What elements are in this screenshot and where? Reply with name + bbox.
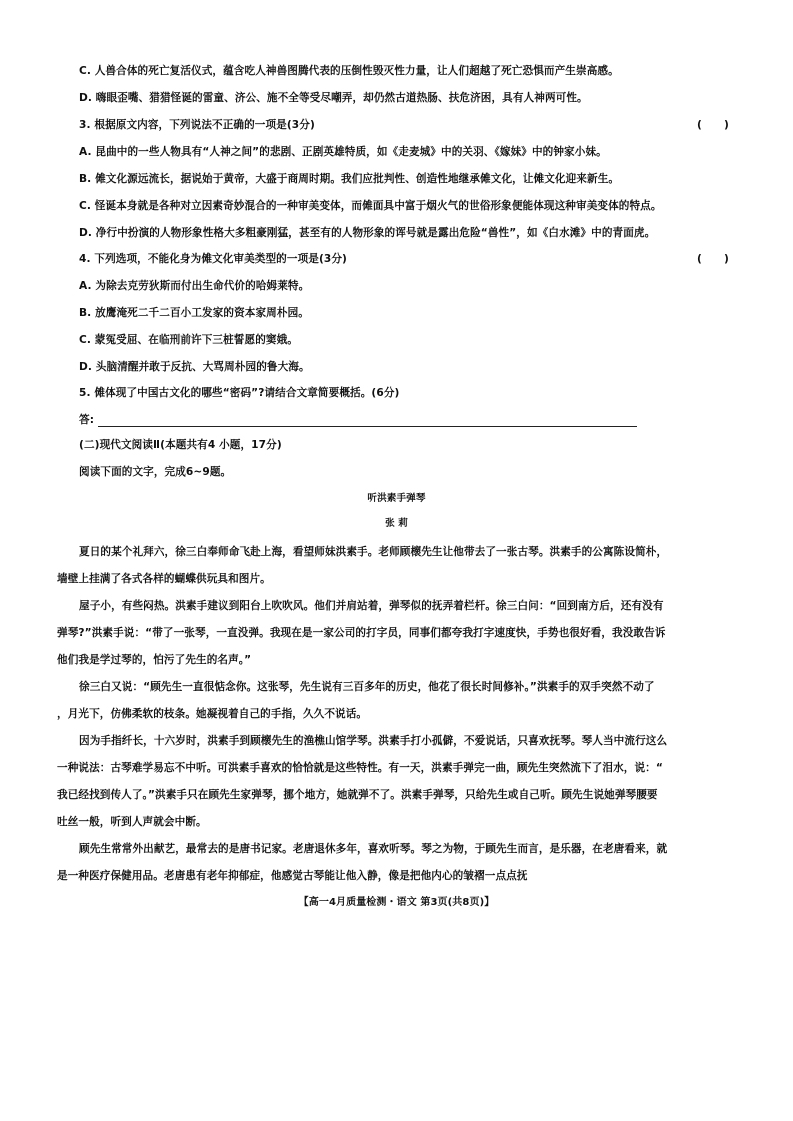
article-title: 听洪素手弹琴 <box>367 493 426 504</box>
article-paragraph-2-line-2: 弹琴?”洪素手说：“带了一张琴，一直没弹。我现在是一家公司的打字员，同事们都夸我打字速度快，手势也很好看，我没敢告诉 <box>57 627 666 639</box>
q3-stem: 3. 根据原文内容，下列说法不正确的一项是(3分) <box>79 119 315 131</box>
article-paragraph-1-line-2: 墙壁上挂满了各式各样的蝴蝶供玩具和图片。 <box>57 573 271 585</box>
article-paragraph-4-line-3: 我已经找到传人了。”洪素手只在顾先生家弹琴，挪个地方，她就弹不了。洪素手弹琴，只给先生或自己听。顾先生说她弹琴腰要 <box>57 789 658 801</box>
q3-option-d: D. 净行中扮演的人物形象性格大多粗豪刚猛，甚至有的人物形象的诨号就是露出危险“兽性”，如《白水滩》中的青面虎。 <box>79 227 656 239</box>
q5-stem: 5. 傩体现了中国古文化的哪些“密码”?请结合文章简要概括。(6分) <box>79 387 400 399</box>
q4-option-b: B. 放鹰淹死二千二百小工发家的资本家周朴园。 <box>79 307 309 319</box>
section2-heading: (二)现代文阅读Ⅱ(本题共有4 小题，17分) <box>79 439 282 451</box>
article-author: 张 莉 <box>385 518 408 529</box>
q5-answer-label: 答: <box>79 414 95 426</box>
q4-option-d: D. 头脑清醒并敢于反抗、大骂周朴园的鲁大海。 <box>79 361 310 373</box>
article-paragraph-4-line-4: 吐丝一般，听到人声就会中断。 <box>57 816 207 828</box>
q2-option-d: D. 嗨眼歪嘴、猎猎怪诞的雷童、济公、施不全等受尽嘲弄，却仍然古道热肠、扶危济困，具有人神两可性。 <box>79 92 588 104</box>
q3-option-b: B. 傩文化源远流长，据说始于黄帝，大盛于商周时期。我们应批判性、创造性地继承傩文化，让傩文化迎来新生。 <box>79 173 620 185</box>
q3-answer-paren: ( ) <box>697 119 729 131</box>
q4-stem: 4. 下列选项，不能化身为傩文化审美类型的一项是(3分) <box>79 253 347 265</box>
article-paragraph-2-line-3: 他们我是学过琴的，怕污了先生的名声。” <box>57 654 252 666</box>
article-paragraph-4-line-2: 一种说法：古琴难学易忘不中听。可洪素手喜欢的恰恰就是这些特性。有一天，洪素手弹完一曲，顾先生突然流下了泪水，说：“ <box>57 762 663 774</box>
article-paragraph-5-line-2: 是一种医疗保健用品。老唐患有老年抑郁症，他感觉古琴能让他入静，像是把他内心的皱褶一点点抚 <box>57 870 528 882</box>
q3-option-a: A. 昆曲中的一些人物具有“人神之间”的悲剧、正剧英雄特质，如《走麦城》中的关羽、《嫁妹》中的钟家小妹。 <box>79 146 607 158</box>
q4-option-c: C. 蒙冤受屈、在临刑前许下三桩誓愿的窦娥。 <box>79 334 298 346</box>
article-paragraph-5-line-1: 顾先生常常外出献艺，最常去的是唐书记家。老唐退休多年，喜欢听琴。琴之为物，于顾先生而言，是乐器，在老唐看来，就 <box>79 843 668 855</box>
article-paragraph-1-line-1: 夏日的某个礼拜六，徐三白奉师命飞赴上海，看望师妹洪素手。老师顾櫰先生让他带去了一张古琴。洪素手的公寓陈设简朴， <box>79 546 668 558</box>
section2-instruction: 阅读下面的文字，完成6~9题。 <box>79 466 232 478</box>
page-footer: 【高一4月质量检测・语文 第3页(共8页)】 <box>298 897 495 908</box>
article-paragraph-4-line-1: 因为手指纤长，十六岁时，洪素手到顾櫰先生的渔樵山馆学琴。洪素手打小孤僻，不爱说话，只喜欢抚琴。琴人当中流行这么 <box>79 735 668 747</box>
article-paragraph-3-line-2: ，月光下，仿佛柔软的枝条。她凝视着自己的手指，久久不说话。 <box>57 708 368 720</box>
q3-option-c: C. 怪诞本身就是各种对立因素奇妙混合的一种审美变体，而傩面具中富于烟火气的世俗形象便能体现这种审美变体的特点。 <box>79 200 662 212</box>
article-paragraph-2-line-1: 屋子小，有些闷热。洪素手建议到阳台上吹吹风。他们并肩站着，弹琴似的抚弄着栏杆。徐三白问：“回到南方后，还有没有 <box>79 600 664 612</box>
q4-answer-paren: ( ) <box>697 253 729 265</box>
q2-option-c: C. 人兽合体的死亡复活仪式，蕴含吃人神兽图腾代表的压倒性毁灭性力量，让人们超越了死亡恐惧而产生崇高感。 <box>79 65 619 77</box>
q5-answer-line <box>98 426 637 427</box>
article-paragraph-3-line-1: 徐三白又说：“顾先生一直很惦念你。这张琴，先生说有三百多年的历史，他花了很长时间修补。”洪素手的双手突然不动了 <box>79 681 655 693</box>
q4-option-a: A. 为除去克劳狄斯而付出生命代价的哈姆莱特。 <box>79 280 310 292</box>
